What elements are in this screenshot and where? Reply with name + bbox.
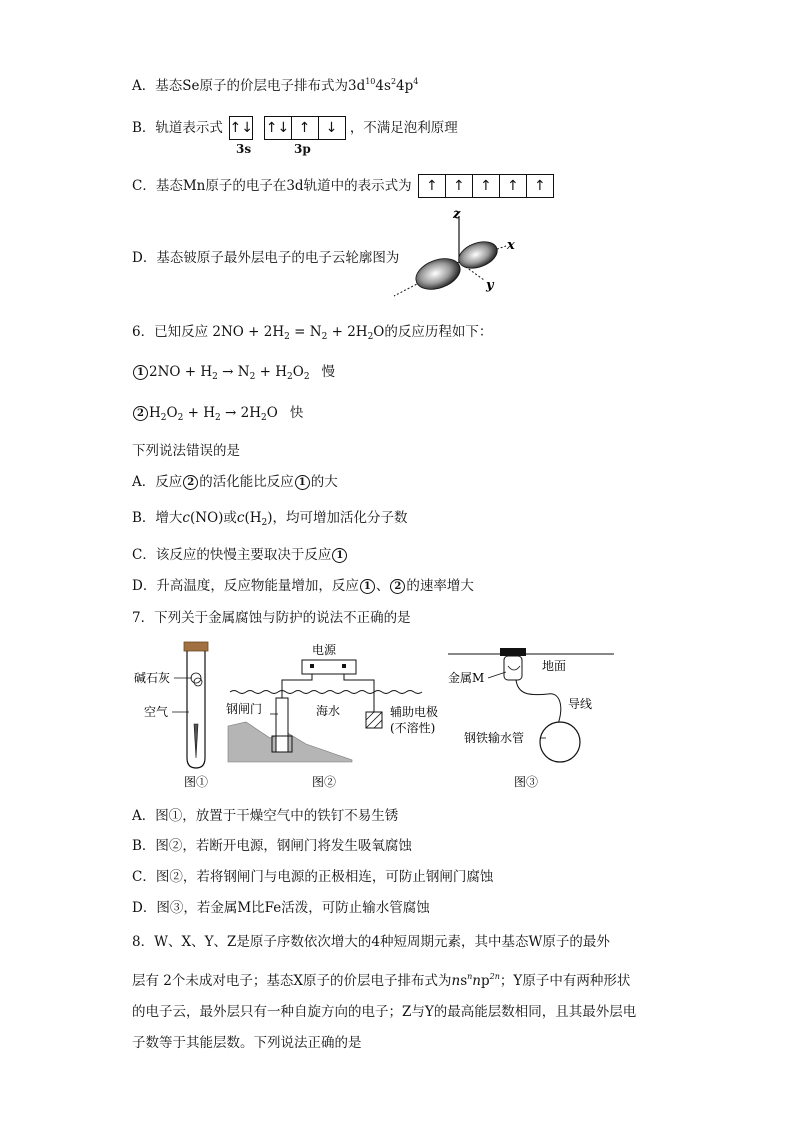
text: ；Y原子中有两种形状 [499, 973, 631, 989]
orbital-cell: ↑ [472, 175, 499, 197]
z-axis-label: z [453, 207, 461, 222]
q7-option-c: C．图②，若将钢闸门与电源的正极相连，可防止钢闸门腐蚀 [132, 869, 494, 885]
caption-fig1: 图① [184, 775, 209, 789]
text: 、 [375, 578, 390, 594]
q6-option-c [132, 545, 348, 565]
text: 的速率增大 [406, 578, 474, 594]
subscript: 2 [215, 413, 221, 423]
q8-line-4: 子数等于其能层数。下列说法正确的是 [132, 1035, 362, 1051]
text: H [149, 405, 161, 421]
label-wire: 导线 [568, 697, 593, 711]
text: 的大 [310, 474, 338, 490]
subscript: 2 [261, 413, 267, 423]
text: 的活化能比反应 [199, 474, 294, 490]
q6-ask: 下列说法错误的是 [132, 443, 240, 459]
q5-option-d-text: D．基态铍原子最外层电子的电子云轮廓图为 [132, 250, 400, 266]
q6-step-1 [132, 362, 335, 387]
subscript: 2 [249, 372, 256, 382]
subscript: 2 [287, 372, 293, 382]
figure-1-test-tube [132, 640, 222, 790]
wire [344, 674, 374, 712]
steel-gate [276, 698, 288, 752]
text: B．增大 [132, 510, 183, 526]
nail-icon [194, 724, 198, 758]
subscript: 2 [284, 332, 290, 342]
metal-block [504, 656, 522, 680]
orbital-box-3p [264, 116, 346, 140]
text: = N [289, 324, 322, 340]
orbital-label-3s: 3s [236, 142, 252, 156]
q6-option-a [132, 472, 338, 492]
orbital-text: 4s [375, 78, 391, 94]
orbital-label-3p: 3p [294, 142, 311, 156]
italic-var: c [236, 510, 245, 526]
text: 2NO + H [149, 364, 213, 380]
figure-3-water-pipe [448, 640, 618, 790]
q5-option-c-text: C．基态Mn原子的电子在3d轨道中的表示式为 [132, 178, 412, 194]
water-pipe [540, 722, 580, 762]
subscript: 2 [303, 372, 310, 382]
x-axis-label: x [507, 238, 515, 253]
q8-line-1: 8．W、X、Y、Z是原子序数依次增大的4种短周期元素，其中基态W原子的最外 [132, 934, 610, 950]
metal-cap [500, 648, 526, 656]
text: D．升高温度，反应物能量增加，反应 [132, 578, 359, 594]
q7-option-b: B．图②，若断开电源，钢闸门将发生吸氧腐蚀 [132, 838, 412, 854]
superscript: 2n [489, 972, 500, 981]
label-aux-electrode: 辅助电极 [390, 705, 439, 719]
text: + 2H [327, 324, 368, 340]
text: + H [255, 364, 287, 380]
q6-option-d [132, 576, 474, 596]
q5-option-b-prefix: B．轨道表示式 [132, 120, 223, 136]
text: p [481, 973, 490, 989]
circled-number: 1 [332, 548, 347, 563]
text: + H [183, 405, 215, 421]
q5-option-c [132, 174, 554, 198]
q6-step-2 [132, 403, 303, 428]
subscript: 2 [212, 372, 218, 382]
q6-option-b [132, 508, 408, 533]
italic-var: n [451, 973, 461, 989]
label-soda-lime: 碱石灰 [134, 671, 171, 685]
label-sea: 海水 [316, 704, 341, 718]
circled-number: 2 [183, 475, 198, 490]
tube-stopper [184, 642, 208, 651]
orbital-cell: ↑ [426, 178, 438, 194]
subscript: 2 [261, 518, 268, 528]
subscript: 2 [177, 413, 184, 423]
text: 6．已知反应 2NO + 2H [132, 324, 285, 340]
label-pipe: 钢铁输水管 [464, 731, 525, 745]
text: O [166, 405, 178, 421]
q6-stem [132, 322, 492, 347]
wire [516, 680, 561, 724]
label-air: 空气 [144, 705, 169, 719]
italic-var: n [472, 973, 481, 989]
p-orbital-diagram [378, 204, 518, 304]
orbital-text: 4p [396, 78, 414, 94]
circled-number: 2 [133, 406, 148, 421]
q7-option-a: A．图①，放置于干燥空气中的铁钉不易生锈 [132, 808, 399, 824]
pointer-line [488, 672, 506, 678]
label-power: 电源 [312, 643, 337, 657]
q5-option-a [132, 72, 418, 96]
text: (H [244, 510, 262, 526]
text: s [460, 973, 468, 989]
soda-lime-lump [194, 678, 202, 686]
circled-number: 1 [360, 579, 375, 594]
caption-fig3: 图③ [514, 775, 539, 789]
orbital-cell: ↑ [291, 117, 318, 139]
orbital-cell: ↑↓ [265, 120, 290, 136]
superscript: 4 [413, 77, 419, 86]
text: → N [217, 364, 250, 380]
orbital-cell: ↑↓ [229, 120, 253, 136]
label-insoluble: (不溶性) [390, 721, 436, 735]
subscript: 2 [367, 332, 374, 342]
orbital-lobe-right [455, 237, 501, 273]
orbital-lobe-left [412, 253, 465, 295]
text: O [266, 405, 278, 421]
text: A．反应 [132, 474, 183, 490]
orbital-cell: ↑ [526, 175, 553, 197]
label-ground: 地面 [542, 659, 567, 673]
q5-option-b [132, 116, 458, 140]
circled-number: 1 [295, 475, 310, 490]
text: )，均可增加活化分子数 [267, 510, 408, 526]
q5-option-d [132, 248, 399, 268]
orbital-box-3s [229, 116, 253, 140]
q5-option-a-text: A．基态Se原子的价层电子排布式为3d [132, 78, 366, 94]
rate-label: 慢 [321, 364, 336, 380]
terminal [342, 664, 346, 668]
superscript: n [467, 972, 473, 981]
q8-line-3: 的电子云，最外层只有一种自旋方向的电子；Z与Y的最高能层数相同，且其最外层电 [132, 1004, 637, 1020]
italic-var: c [182, 510, 190, 526]
text: O的反应历程如下： [373, 324, 493, 340]
subscript: 2 [321, 332, 328, 342]
label-metal-m: 金属M [448, 671, 485, 685]
orbital-cell: ↑ [499, 175, 526, 197]
text: → 2H [220, 405, 261, 421]
superscript: 2 [390, 77, 397, 86]
orbital-cell: ↓ [318, 117, 345, 139]
rate-label: 快 [289, 405, 304, 421]
circled-number: 2 [390, 579, 405, 594]
q5-option-b-suffix: ，不满足泡利原理 [349, 120, 458, 136]
text: (NO)或 [189, 510, 237, 526]
caption-fig2: 图② [312, 775, 337, 789]
q7-option-d: D．图③，若金属M比Fe活泼，可防止输水管腐蚀 [132, 900, 430, 916]
text: C．该反应的快慢主要取决于反应 [132, 547, 332, 563]
superscript: 10 [365, 77, 376, 86]
subscript: 2 [160, 413, 167, 423]
orbital-box-3d [418, 174, 554, 198]
orbital-cell: ↑ [445, 175, 472, 197]
q7-stem: 7．下列关于金属腐蚀与防护的说法不正确的是 [132, 610, 411, 626]
seabed [228, 722, 352, 762]
text: O [292, 364, 304, 380]
sea-surface [230, 691, 422, 694]
text: 层有 2个未成对电子；基态X原子的价层电子排布式为 [132, 973, 452, 989]
terminal [310, 664, 314, 668]
y-axis-label: y [486, 278, 494, 293]
label-gate: 钢闸门 [226, 702, 263, 716]
circled-number: 1 [133, 365, 148, 380]
figure-2-steel-gate [226, 640, 452, 790]
q8-line-2 [132, 967, 630, 991]
